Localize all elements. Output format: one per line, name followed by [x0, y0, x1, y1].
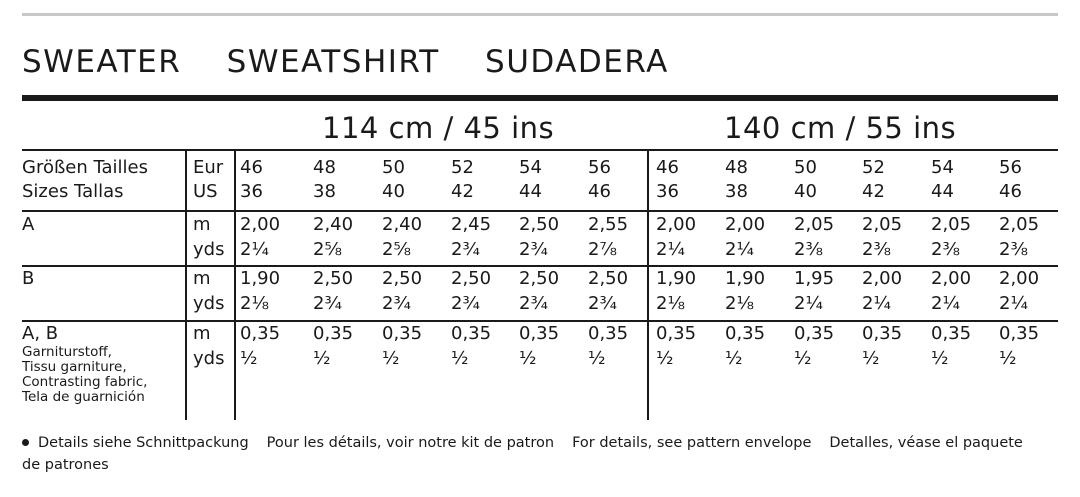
meters-cell: 2,50	[588, 268, 629, 289]
yards-cell: 2⅝	[382, 239, 411, 260]
eur-size-cell: 46	[656, 157, 679, 178]
yards-cell: 2¼	[862, 293, 891, 314]
yards-cell: 2⅜	[862, 239, 891, 260]
meters-cell: 2,50	[519, 214, 560, 235]
eur-size-cell: 52	[451, 157, 474, 178]
title-de: SWEATER	[22, 44, 182, 80]
meters-cell: 0,35	[451, 323, 492, 344]
yards-cell: 2⅝	[313, 239, 342, 260]
meters-cell: 2,50	[382, 268, 423, 289]
yards-cell: 2¼	[240, 239, 269, 260]
meters-cell: 0,35	[999, 323, 1040, 344]
meters-cell: 0,35	[725, 323, 766, 344]
unit-yds-label: yds	[193, 348, 225, 369]
meters-cell: 2,00	[862, 268, 903, 289]
yards-cell: 2¼	[725, 239, 754, 260]
title-en: SWEATSHIRT	[226, 44, 440, 80]
meters-cell: 1,90	[656, 268, 697, 289]
yards-cell: ½	[999, 348, 1017, 369]
us-size-cell: 42	[862, 181, 885, 202]
row-sublabel: Tissu garniture,	[22, 359, 127, 375]
yards-cell: 2¾	[519, 239, 548, 260]
unit-yds-label: yds	[193, 293, 225, 314]
us-size-cell: 38	[725, 181, 748, 202]
yards-cell: 2⅜	[999, 239, 1028, 260]
size-label-line1: Größen Tailles	[22, 157, 149, 178]
size-label-line2: Sizes Tallas	[22, 181, 124, 202]
yards-cell: 2¼	[931, 293, 960, 314]
eur-size-cell: 56	[999, 157, 1022, 178]
yards-cell: 2⅛	[240, 293, 269, 314]
top-rule	[22, 13, 1058, 16]
eur-size-cell: 54	[931, 157, 954, 178]
us-size-cell: 46	[588, 181, 611, 202]
yards-cell: 2¾	[451, 293, 480, 314]
meters-cell: 2,00	[656, 214, 697, 235]
yards-cell: 2¼	[794, 293, 823, 314]
yards-cell: 2¾	[588, 293, 617, 314]
yards-cell: 2⅜	[794, 239, 823, 260]
row-sublabel: Contrasting fabric,	[22, 374, 148, 390]
us-size-cell: 44	[519, 181, 542, 202]
yards-cell: ½	[931, 348, 949, 369]
row-label: B	[22, 268, 35, 289]
yards-cell: ½	[519, 348, 537, 369]
us-label: US	[193, 181, 218, 202]
meters-cell: 0,35	[519, 323, 560, 344]
meters-cell: 2,05	[862, 214, 903, 235]
eur-size-cell: 46	[240, 157, 263, 178]
row-label: A	[22, 214, 35, 235]
yards-cell: ½	[725, 348, 743, 369]
footnote-en: For details, see pattern envelope	[572, 435, 812, 451]
rule-under-size-header	[22, 210, 1058, 212]
yards-cell: ½	[240, 348, 258, 369]
meters-cell: 1,90	[725, 268, 766, 289]
bullet-icon	[22, 439, 29, 446]
eur-size-cell: 54	[519, 157, 542, 178]
rule-under-row-a	[22, 265, 1058, 267]
rule-under-width-headers	[22, 149, 1058, 151]
yards-cell: 2⅛	[725, 293, 754, 314]
meters-cell: 0,35	[931, 323, 972, 344]
footnote	[22, 432, 1032, 476]
meters-cell: 0,35	[382, 323, 423, 344]
yards-cell: ½	[794, 348, 812, 369]
yards-cell: 2⅜	[931, 239, 960, 260]
eur-size-cell: 48	[725, 157, 748, 178]
yards-cell: 2⅛	[656, 293, 685, 314]
meters-cell: 0,35	[656, 323, 697, 344]
meters-cell: 2,40	[313, 214, 354, 235]
meters-cell: 2,00	[240, 214, 281, 235]
meters-cell: 1,90	[240, 268, 281, 289]
yards-cell: 2¼	[656, 239, 685, 260]
yards-cell: 2⅞	[588, 239, 617, 260]
rule-unit-divider	[234, 150, 236, 420]
width-header-140: 140 cm / 55 ins	[724, 111, 957, 145]
yards-cell: ½	[313, 348, 331, 369]
yards-cell: ½	[382, 348, 400, 369]
meters-cell: 2,40	[382, 214, 423, 235]
rule-under-row-b	[22, 320, 1058, 322]
us-size-cell: 40	[382, 181, 405, 202]
footnote-fr: Pour les détails, voir notre kit de patron	[266, 435, 555, 451]
row-label: A, B	[22, 323, 59, 344]
us-size-cell: 42	[451, 181, 474, 202]
page-title	[22, 42, 703, 82]
meters-cell: 0,35	[313, 323, 354, 344]
meters-cell: 2,05	[794, 214, 835, 235]
eur-size-cell: 50	[382, 157, 405, 178]
unit-m-label: m	[193, 268, 211, 289]
us-size-cell: 40	[794, 181, 817, 202]
meters-cell: 2,05	[931, 214, 972, 235]
eur-size-cell: 52	[862, 157, 885, 178]
unit-m-label: m	[193, 214, 211, 235]
yards-cell: 2¾	[451, 239, 480, 260]
yards-cell: 2¼	[999, 293, 1028, 314]
meters-cell: 0,35	[240, 323, 281, 344]
meters-cell: 2,50	[451, 268, 492, 289]
yards-cell: 2¾	[382, 293, 411, 314]
title-es: SUDADERA	[485, 44, 669, 80]
us-size-cell: 36	[656, 181, 679, 202]
meters-cell: 2,00	[931, 268, 972, 289]
heavy-rule	[22, 95, 1058, 101]
us-size-cell: 36	[240, 181, 263, 202]
rule-width-divider	[647, 150, 649, 420]
yards-cell: 2¾	[313, 293, 342, 314]
yards-cell: ½	[862, 348, 880, 369]
footnote-de: Details siehe Schnittpackung	[38, 435, 249, 451]
eur-label: Eur	[193, 157, 224, 178]
us-size-cell: 38	[313, 181, 336, 202]
row-sublabel: Garniturstoff,	[22, 344, 112, 360]
us-size-cell: 46	[999, 181, 1022, 202]
rule-label-divider	[185, 150, 187, 420]
meters-cell: 2,00	[725, 214, 766, 235]
meters-cell: 2,00	[999, 268, 1040, 289]
unit-yds-label: yds	[193, 239, 225, 260]
meters-cell: 2,05	[999, 214, 1040, 235]
yards-cell: ½	[588, 348, 606, 369]
eur-size-cell: 48	[313, 157, 336, 178]
eur-size-cell: 56	[588, 157, 611, 178]
yards-cell: 2¾	[519, 293, 548, 314]
meters-cell: 0,35	[588, 323, 629, 344]
meters-cell: 2,50	[313, 268, 354, 289]
meters-cell: 1,95	[794, 268, 835, 289]
us-size-cell: 44	[931, 181, 954, 202]
yards-cell: ½	[451, 348, 469, 369]
meters-cell: 2,55	[588, 214, 629, 235]
meters-cell: 2,45	[451, 214, 492, 235]
meters-cell: 0,35	[794, 323, 835, 344]
meters-cell: 2,50	[519, 268, 560, 289]
meters-cell: 0,35	[862, 323, 903, 344]
eur-size-cell: 50	[794, 157, 817, 178]
unit-m-label: m	[193, 323, 211, 344]
row-sublabel: Tela de guarnición	[22, 389, 145, 405]
width-header-114: 114 cm / 45 ins	[322, 111, 555, 145]
yards-cell: ½	[656, 348, 674, 369]
footnote-es: Detalles, véase el paquete de patrones	[22, 435, 1023, 473]
